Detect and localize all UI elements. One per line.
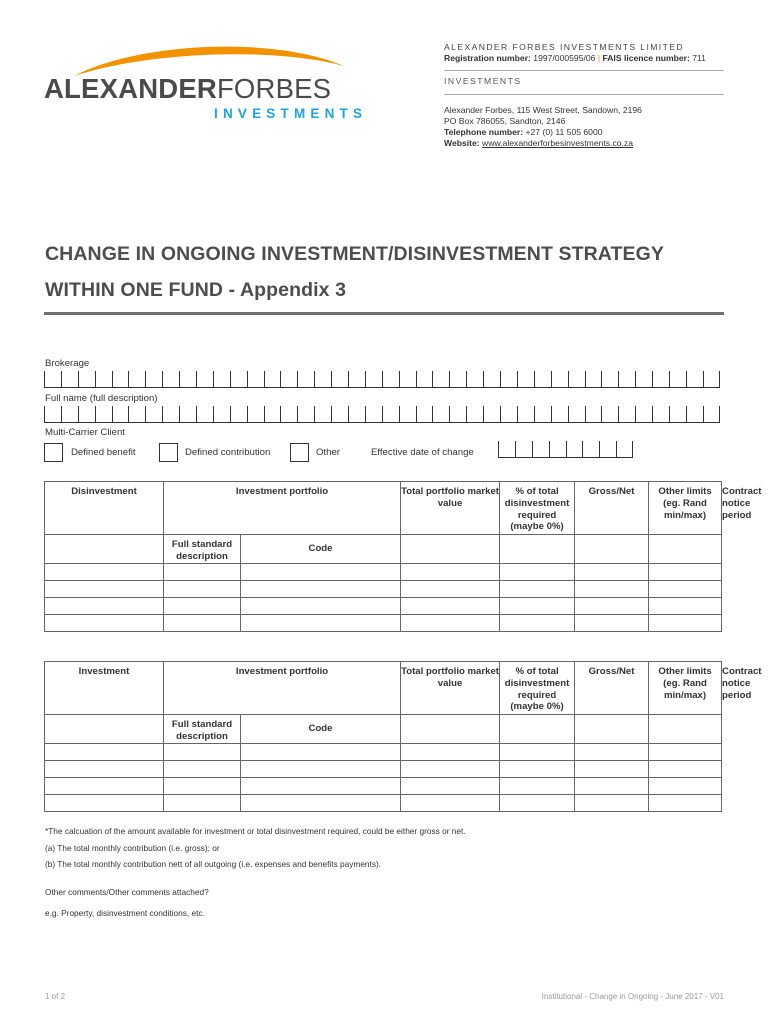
char-box[interactable]	[314, 371, 331, 388]
client-label: Multi-Carrier Client	[45, 427, 125, 438]
defined-contribution-checkbox[interactable]	[159, 443, 178, 462]
char-box[interactable]	[382, 371, 399, 388]
char-box[interactable]	[95, 371, 112, 388]
char-box[interactable]	[618, 371, 635, 388]
char-box[interactable]	[162, 371, 179, 388]
table-cell[interactable]	[575, 715, 649, 744]
char-box[interactable]	[365, 371, 382, 388]
char-box[interactable]	[635, 406, 652, 423]
char-box[interactable]	[618, 406, 635, 423]
char-box[interactable]	[449, 371, 466, 388]
subheader-full-description: Full standard description	[164, 535, 241, 564]
table-row	[45, 598, 722, 615]
char-box[interactable]	[483, 371, 500, 388]
char-box[interactable]	[128, 371, 145, 388]
website-line: Website: www.alexanderforbesinvestments.co.za	[444, 138, 633, 149]
char-box[interactable]	[601, 371, 618, 388]
char-box[interactable]	[532, 441, 549, 458]
header-total-market-value: Total portfolio market value	[401, 662, 500, 715]
char-box[interactable]	[483, 406, 500, 423]
char-box[interactable]	[635, 371, 652, 388]
header-gross-net: Gross/Net	[575, 662, 649, 715]
char-box[interactable]	[196, 406, 213, 423]
char-box[interactable]	[686, 406, 703, 423]
table-cell[interactable]	[649, 715, 722, 744]
division-label: INVESTMENTS	[444, 76, 522, 87]
calculation-note: *The calcuation of the amount available for investment or total disinvestment required, could be either gross or net.	[45, 826, 466, 836]
address-line-2: PO Box 786055, Sandton, 2146	[444, 115, 566, 126]
char-box[interactable]	[449, 406, 466, 423]
char-box[interactable]	[196, 371, 213, 388]
table-cell[interactable]	[401, 715, 500, 744]
effective-date-label: Effective date of change	[371, 447, 474, 458]
char-box[interactable]	[78, 406, 95, 423]
header-investment-portfolio: Investment portfolio	[164, 662, 401, 715]
char-box[interactable]	[466, 371, 483, 388]
char-box[interactable]	[669, 406, 686, 423]
other-comments-label: Other comments/Other comments attached?	[45, 887, 209, 897]
char-box[interactable]	[399, 371, 416, 388]
table-row	[45, 615, 722, 632]
char-box[interactable]	[78, 371, 95, 388]
char-box[interactable]	[466, 406, 483, 423]
other-label: Other	[316, 447, 340, 458]
table-row	[45, 744, 722, 761]
page-title: CHANGE IN ONGOING INVESTMENT/DISINVESTMENT STRATEGY WITHIN ONE FUND - Appendix 3	[45, 243, 665, 301]
char-box[interactable]	[213, 371, 230, 388]
page-number: 1 of 2	[45, 992, 66, 1001]
char-box[interactable]	[230, 371, 247, 388]
char-box[interactable]	[517, 371, 534, 388]
char-box[interactable]	[500, 371, 517, 388]
char-box[interactable]	[348, 371, 365, 388]
brokerage-label: Brokerage	[45, 358, 90, 369]
char-box[interactable]	[399, 406, 416, 423]
char-box[interactable]	[331, 406, 348, 423]
char-box[interactable]	[568, 406, 585, 423]
registration-line: Registration number: 1997/000595/06 | FAIS licence number: 711	[444, 53, 706, 64]
table-cell[interactable]	[401, 535, 500, 564]
char-box[interactable]	[145, 406, 162, 423]
header-other-limits: Other limits (eg. Rand min/max)	[649, 662, 722, 715]
logo-subtitle: INVESTMENTS	[214, 106, 368, 121]
char-box[interactable]	[703, 406, 720, 423]
header-percent-disinvestment: % of total disinvestment required (maybe 0%)	[500, 482, 575, 535]
char-box[interactable]	[280, 406, 297, 423]
char-box[interactable]	[247, 371, 264, 388]
char-box[interactable]	[549, 441, 566, 458]
disinvestment-table: Disinvestment Investment portfolio Total portfolio market value % of total disinvestment required (maybe 0%) Gross/Net Other limits (eg. Rand min/max) Contract notice period Full standard description Code	[44, 481, 722, 632]
fullname-input[interactable]	[44, 406, 720, 425]
char-box[interactable]	[348, 406, 365, 423]
brokerage-input[interactable]	[44, 371, 720, 390]
char-box[interactable]	[616, 441, 633, 458]
address-line-1: Alexander Forbes, 115 West Street, Sandown, 2196	[444, 104, 642, 115]
char-box[interactable]	[686, 371, 703, 388]
char-box[interactable]	[297, 406, 314, 423]
header-other-limits: Other limits (eg. Rand min/max)	[649, 482, 722, 535]
char-box[interactable]	[566, 441, 583, 458]
table-cell[interactable]	[500, 535, 575, 564]
char-box[interactable]	[498, 441, 515, 458]
fullname-label: Full name (full description)	[45, 393, 158, 404]
defined-contribution-label: Defined contribution	[185, 447, 271, 458]
char-box[interactable]	[213, 406, 230, 423]
char-box[interactable]	[432, 406, 449, 423]
subheader-code: Code	[241, 535, 401, 564]
char-box[interactable]	[112, 406, 129, 423]
char-box[interactable]	[331, 371, 348, 388]
header-investment: Investment	[45, 662, 164, 715]
char-box[interactable]	[297, 371, 314, 388]
char-box[interactable]	[599, 441, 616, 458]
char-box[interactable]	[95, 406, 112, 423]
char-box[interactable]	[230, 406, 247, 423]
defined-benefit-checkbox[interactable]	[44, 443, 63, 462]
header-divider	[444, 70, 724, 71]
header-divider-2	[444, 94, 724, 95]
table-cell[interactable]	[45, 715, 164, 744]
char-box[interactable]	[582, 441, 599, 458]
char-box[interactable]	[703, 371, 720, 388]
char-box[interactable]	[515, 441, 532, 458]
note-option-b: (b) The total monthly contribution nett of all outgoing (i.e. expenses and benefits payments).	[45, 859, 382, 869]
char-box[interactable]	[669, 371, 686, 388]
table-row	[45, 778, 722, 795]
char-box[interactable]	[61, 371, 78, 388]
char-box[interactable]	[416, 406, 433, 423]
char-box[interactable]	[551, 371, 568, 388]
telephone-line: Telephone number: +27 (0) 11 505 6000	[444, 127, 603, 138]
title-divider	[44, 312, 724, 315]
header-disinvestment: Disinvestment	[45, 482, 164, 535]
char-box[interactable]	[551, 406, 568, 423]
char-box[interactable]	[179, 406, 196, 423]
char-box[interactable]	[652, 371, 669, 388]
char-box[interactable]	[162, 406, 179, 423]
header-investment-portfolio: Investment portfolio	[164, 482, 401, 535]
char-box[interactable]	[432, 371, 449, 388]
table-row	[45, 795, 722, 812]
note-option-a: (a) The total monthly contribution (i.e. gross); or	[45, 843, 220, 853]
char-box[interactable]	[247, 406, 264, 423]
char-box[interactable]	[112, 371, 129, 388]
company-logo	[44, 40, 374, 125]
char-box[interactable]	[314, 406, 331, 423]
char-box[interactable]	[179, 371, 196, 388]
header-gross-net: Gross/Net	[575, 482, 649, 535]
defined-benefit-label: Defined benefit	[71, 447, 136, 458]
table-cell[interactable]	[575, 535, 649, 564]
char-box[interactable]	[145, 371, 162, 388]
char-box[interactable]	[264, 371, 281, 388]
header-percent-disinvestment: % of total disinvestment required (maybe 0%)	[500, 662, 575, 715]
char-box[interactable]	[601, 406, 618, 423]
document-reference: Institutional - Change in Ongoing - June 2017 - V01	[541, 992, 724, 1001]
subheader-full-description: Full standard description	[164, 715, 241, 744]
char-box[interactable]	[365, 406, 382, 423]
char-box[interactable]	[416, 371, 433, 388]
table-row	[45, 581, 722, 598]
char-box[interactable]	[585, 371, 602, 388]
website-link[interactable]: www.alexanderforbesinvestments.co.za	[482, 138, 633, 149]
table-cell[interactable]	[45, 535, 164, 564]
char-box[interactable]	[500, 406, 517, 423]
other-comments-example: e.g. Property, disinvestment conditions, etc.	[45, 908, 205, 918]
table-row	[45, 761, 722, 778]
char-box[interactable]	[568, 371, 585, 388]
char-box[interactable]	[44, 406, 61, 423]
logo-wordmark: ALEXANDERFORBES	[44, 73, 332, 104]
table-row	[45, 564, 722, 581]
char-box[interactable]	[382, 406, 399, 423]
char-box[interactable]	[280, 371, 297, 388]
char-box[interactable]	[128, 406, 145, 423]
company-info	[444, 42, 724, 149]
char-box[interactable]	[585, 406, 602, 423]
subheader-code: Code	[241, 715, 401, 744]
char-box[interactable]	[517, 406, 534, 423]
company-name: ALEXANDER FORBES INVESTMENTS LIMITED	[444, 42, 684, 52]
char-box[interactable]	[61, 406, 78, 423]
other-checkbox[interactable]	[290, 443, 309, 462]
investment-table: Investment Investment portfolio Total portfolio market value % of total disinvestment required (maybe 0%) Gross/Net Other limits (eg. Rand min/max) Contract notice period Full standard description Code	[44, 661, 722, 812]
table-cell[interactable]	[500, 715, 575, 744]
char-box[interactable]	[652, 406, 669, 423]
char-box[interactable]	[534, 371, 551, 388]
char-box[interactable]	[264, 406, 281, 423]
effective-date-input[interactable]	[498, 441, 633, 460]
char-box[interactable]	[534, 406, 551, 423]
char-box[interactable]	[44, 371, 61, 388]
header-total-market-value: Total portfolio market value	[401, 482, 500, 535]
table-cell[interactable]	[649, 535, 722, 564]
